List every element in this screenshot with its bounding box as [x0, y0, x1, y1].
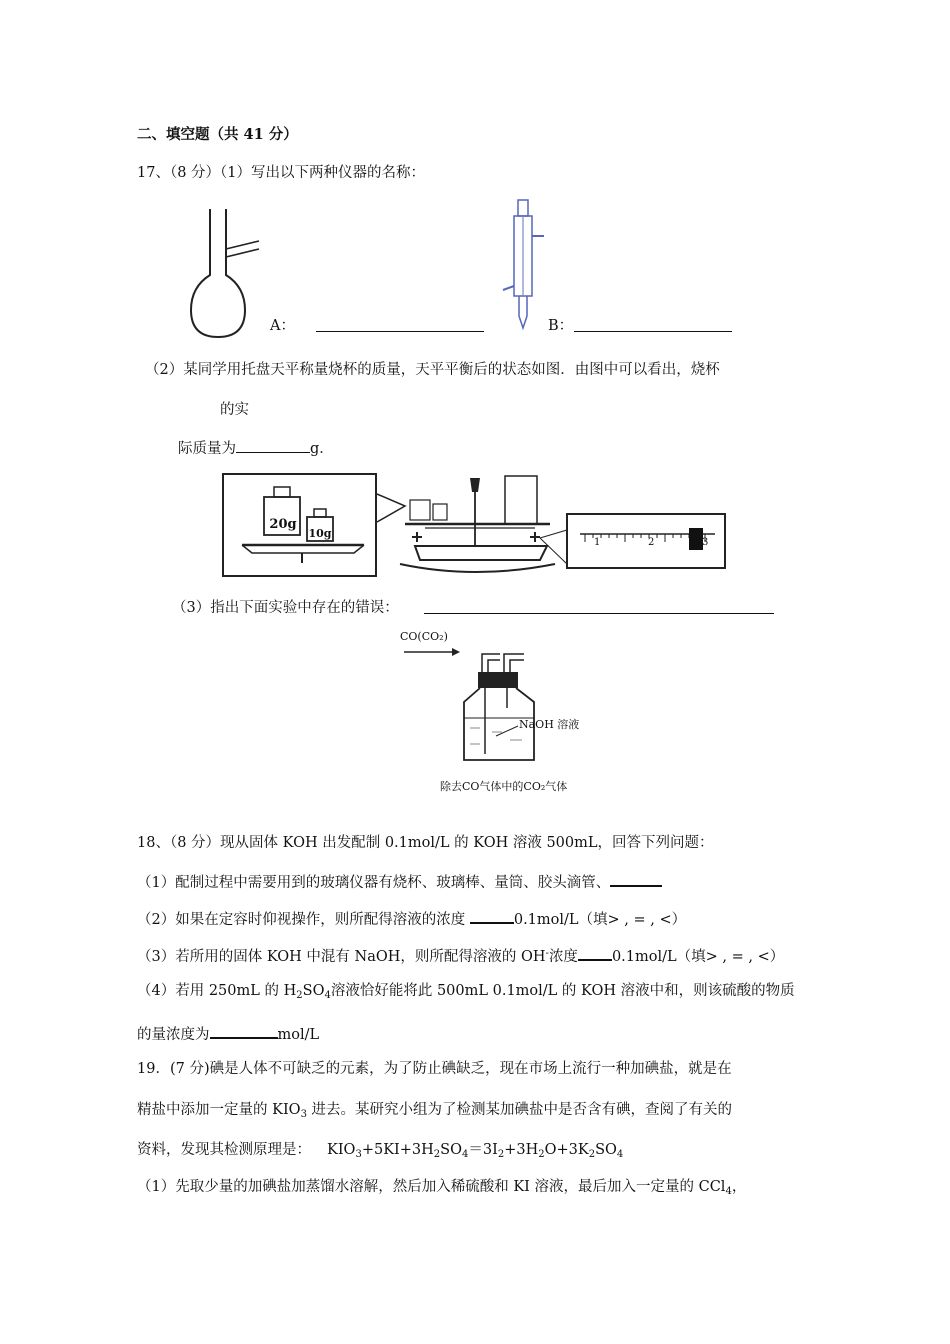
condenser-figure — [500, 198, 550, 333]
eq-sub: 3 — [355, 1149, 362, 1160]
eq-sub: 2 — [588, 1149, 596, 1160]
q17-part3: （3）指出下面实验中存在的错误： — [172, 600, 399, 616]
gas-label: CO(CO₂) — [400, 630, 448, 643]
q17-part2-line3 — [178, 437, 334, 459]
q18-part2 — [137, 907, 686, 930]
weight-20g-label: 20g — [269, 517, 297, 532]
q18-part4-c: 溶液恰好能将此 500mL 0.1mol/L 的 KOH 溶液中和，则该硫酸的物质 — [330, 983, 795, 999]
q18-part4-sub2: 4 — [324, 990, 331, 1001]
gas-washing-bottle-figure — [400, 632, 600, 767]
q19-part1-sub: 4 — [725, 1186, 732, 1197]
q19-line1: 19．(7 分)碘是人体不可缺乏的元素，为了防止碘缺乏，现在市场上流行一种加碘盐，就是在 — [137, 1061, 732, 1077]
eq-part: KIO — [327, 1142, 356, 1158]
q19-line3-prefix: 资料，发现其检测原理是： — [137, 1142, 311, 1158]
bottle-caption: 除去CO气体中的CO₂气体 — [440, 780, 568, 793]
q19-part1-a: （1）先取少量的加碘盐加蒸馏水溶解，然后加入稀硫酸和 KI 溶液，最后加入一定量的 CCl — [137, 1179, 726, 1195]
eq-part: ＝3I — [468, 1142, 498, 1158]
q19-line2-sub: 3 — [300, 1109, 307, 1120]
q18-part4-line2-prefix: 的量浓度为 — [137, 1027, 210, 1043]
eq-sub: 2 — [433, 1149, 441, 1160]
eq-sub: 2 — [538, 1149, 545, 1160]
q18-part1 — [137, 870, 662, 893]
q18-part4-b: SO — [302, 983, 325, 999]
q18-part4-sub1: 2 — [296, 990, 303, 1001]
q18-part4-line2 — [137, 1022, 319, 1045]
concentration-compare-blank-2[interactable] — [578, 944, 612, 961]
q19-line2-b: 进去。某研究小组为了检测某加碘盐中是否含有碘，查阅了有关的 — [306, 1102, 733, 1118]
eq-sub: 4 — [616, 1149, 624, 1160]
distillation-flask-figure — [183, 205, 263, 340]
q19-equation — [327, 1142, 623, 1158]
q17-part2-prefix: 际质量为 — [178, 441, 236, 457]
eq-sub: 4 — [462, 1149, 469, 1160]
q18-part1-text: （1）配制过程中需要用到的玻璃仪器有烧杯、玻璃棒、量筒、胶头滴管、 — [137, 875, 611, 891]
answer-blank-a[interactable] — [316, 316, 484, 332]
q18-part4 — [137, 981, 795, 1001]
q18-part3-sup: - — [545, 948, 549, 959]
glassware-answer-blank[interactable] — [610, 870, 662, 887]
balance-figure — [375, 472, 735, 578]
eq-part: SO — [595, 1142, 617, 1158]
q17-part2-line2: 的实 — [220, 402, 249, 418]
q19-part1 — [137, 1177, 746, 1197]
eq-part: +3H — [504, 1142, 539, 1158]
q17-intro: 17、（8 分）（1）写出以下两种仪器的名称： — [137, 165, 426, 181]
acid-concentration-blank[interactable] — [210, 1022, 278, 1039]
q18-part3-prefix: （3）若所用的固体 KOH 中混有 NaOH，则所配得溶液的 OH — [137, 949, 546, 965]
q18-part3 — [137, 944, 784, 967]
q18-part4-a: （4）若用 250mL 的 H — [137, 983, 297, 999]
eq-part: SO — [440, 1142, 462, 1158]
mass-answer-blank[interactable] — [236, 437, 310, 453]
q17-part2-line1: （2）某同学用托盘天平称量烧杯的质量，天平平衡后的状态如图．由图中可以看出，烧杯 — [145, 362, 720, 378]
ruler-label-2: 2 — [648, 537, 655, 548]
q18-intro: 18、（8 分）现从固体 KOH 出发配制 0.1mol/L 的 KOH 溶液 500mL，回答下列问题： — [137, 835, 714, 851]
ruler-label-1: 1 — [594, 537, 601, 548]
ruler-ticks — [585, 534, 705, 542]
ruler-label-3: 3 — [702, 537, 709, 548]
answer-blank-b[interactable] — [574, 316, 732, 332]
label-b: B： — [548, 318, 574, 334]
concentration-compare-blank-1[interactable] — [470, 907, 514, 924]
eq-part: O+3K — [544, 1142, 589, 1158]
weight-10g-label: 10g — [308, 527, 332, 540]
q18-part2-prefix: （2）如果在定容时仰视操作，则所配得溶液的浓度 — [137, 912, 470, 928]
naoh-label: NaOH 溶液 — [519, 718, 580, 731]
label-a: A： — [270, 318, 295, 334]
q19-line3 — [137, 1140, 623, 1160]
eq-sub: 2 — [497, 1149, 505, 1160]
q19-part1-b: ， — [731, 1179, 747, 1195]
q19-line2 — [137, 1100, 732, 1120]
section-title: 二、填空题（共 41 分） — [137, 126, 298, 143]
eq-part: +5KI+3H — [361, 1142, 434, 1158]
balance-zoom-panel — [222, 473, 377, 577]
q18-part2-suffix: 0.1mol/L（填> , = , <） — [513, 912, 687, 928]
q18-part4-line2-suffix: mol/L — [277, 1027, 320, 1043]
q18-part3-mid: 浓度 — [548, 949, 578, 965]
q18-part3-suffix: 0.1mol/L（填> , = , <） — [611, 949, 785, 965]
q19-line2-a: 精盐中添加一定量的 KIO — [137, 1102, 301, 1118]
q17-part2-suffix: g． — [310, 441, 334, 457]
error-answer-blank[interactable] — [424, 598, 774, 614]
